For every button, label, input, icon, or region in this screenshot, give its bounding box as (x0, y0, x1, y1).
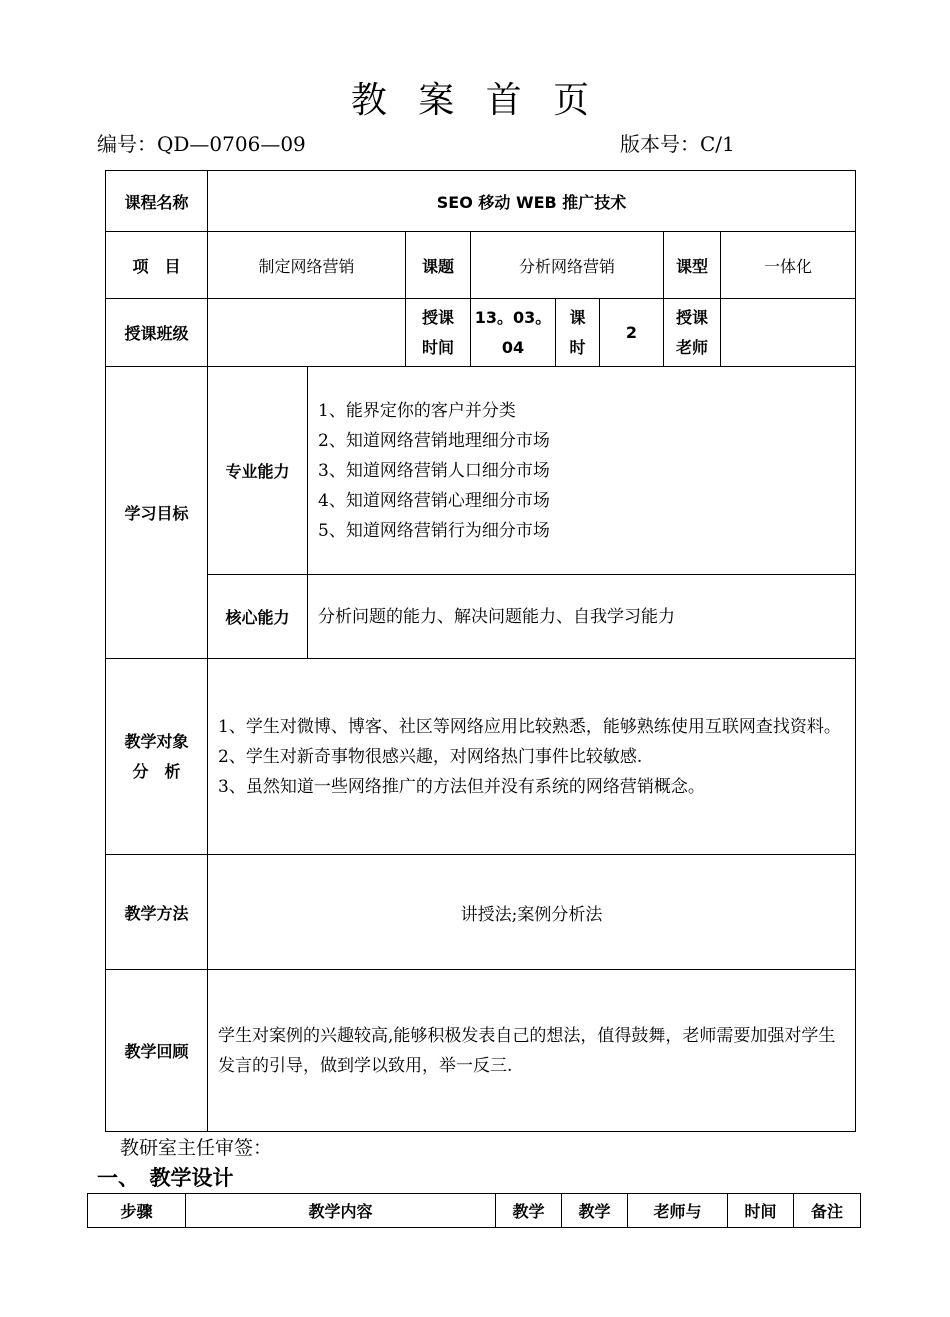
teaching-time-value-line1: 13。03。 (474, 307, 552, 327)
header-time: 时间 (728, 1194, 794, 1228)
list-item: 2、学生对新奇事物很感兴趣，对网络热门事件比较敏感. (218, 746, 643, 767)
teaching-method-label: 教学方法 (106, 855, 208, 970)
lesson-type-value: 一体化 (721, 232, 856, 299)
course-name-value: SEO 移动 WEB 推广技术 (208, 171, 856, 232)
teaching-design-table (87, 1193, 861, 1228)
list-item: 3、知道网络营销人口细分市场 (318, 460, 550, 481)
page-title: 教 案 首 页 (350, 80, 600, 121)
lesson-type-label: 课型 (664, 232, 721, 299)
teaching-time-label-line2: 时间 (421, 337, 454, 357)
list-item: 1、能界定你的客户并分类 (318, 400, 516, 421)
document-code: 编号：QD—0706—09 (97, 132, 306, 156)
header-step: 步骤 (88, 1194, 186, 1228)
teacher-label-line2: 老师 (675, 337, 708, 357)
header-teaching-1: 教学 (496, 1194, 562, 1228)
class-label: 授课班级 (106, 299, 208, 367)
header-notes: 备注 (794, 1194, 861, 1228)
header-teacher-and: 老师与 (628, 1194, 728, 1228)
professional-ability-label: 专业能力 (208, 367, 308, 575)
course-name-label: 课程名称 (106, 171, 208, 232)
list-item: 1、学生对微博、博客、社区等网络应用比较熟悉，能够熟练使用互联网查找资料。 (218, 716, 841, 737)
professional-ability-list (308, 367, 856, 575)
class-hours-value: 2 (600, 299, 664, 367)
teaching-review-label: 教学回顾 (106, 970, 208, 1132)
class-value (208, 299, 406, 367)
section-title: 一、 教学设计 (97, 1166, 234, 1190)
student-analysis-content (208, 659, 856, 855)
core-ability-label: 核心能力 (208, 575, 308, 659)
version-number: 版本号：C/1 (620, 132, 735, 156)
student-analysis-label-line2: 分 析 (132, 761, 181, 781)
core-ability-value: 分析问题的能力、解决问题能力、自我学习能力 (308, 575, 856, 659)
header-content: 教学内容 (186, 1194, 496, 1228)
class-hours-label-line2: 时 (569, 337, 586, 357)
teacher-value (721, 299, 856, 367)
teaching-time-label (406, 299, 471, 367)
student-analysis-label-line1: 教学对象 (124, 731, 189, 751)
list-item: 5、知道网络营销行为细分市场 (318, 520, 550, 541)
topic-value: 分析网络营销 (471, 232, 664, 299)
teaching-review-value: 学生对案例的兴趣较高,能够积极发表自己的想法，值得鼓舞，老师需要加强对学生发言的引导，做到学以致用，举一反三. (208, 970, 856, 1132)
project-label: 项 目 (106, 232, 208, 299)
list-item: 4、知道网络营销心理细分市场 (318, 490, 550, 511)
teacher-label (664, 299, 721, 367)
header-teaching-2: 教学 (562, 1194, 628, 1228)
project-value: 制定网络营销 (208, 232, 406, 299)
lesson-plan-table (105, 170, 856, 1132)
list-item: 2、知道网络营销地理细分市场 (318, 430, 550, 451)
teaching-time-value (471, 299, 556, 367)
teaching-time-value-line2: 04 (501, 337, 525, 357)
topic-label: 课题 (406, 232, 471, 299)
teaching-time-label-line1: 授课 (421, 307, 454, 327)
class-hours-label (556, 299, 600, 367)
teaching-method-value: 讲授法;案例分析法 (208, 855, 856, 970)
list-item: 3、虽然知道一些网络推广的方法但并没有系统的网络营销概念。 (218, 776, 705, 797)
student-analysis-label (106, 659, 208, 855)
director-signature-label: 教研室主任审签： (120, 1137, 273, 1159)
teacher-label-line1: 授课 (675, 307, 708, 327)
learning-goals-label: 学习目标 (106, 367, 208, 659)
class-hours-label-line1: 课 (569, 307, 586, 327)
